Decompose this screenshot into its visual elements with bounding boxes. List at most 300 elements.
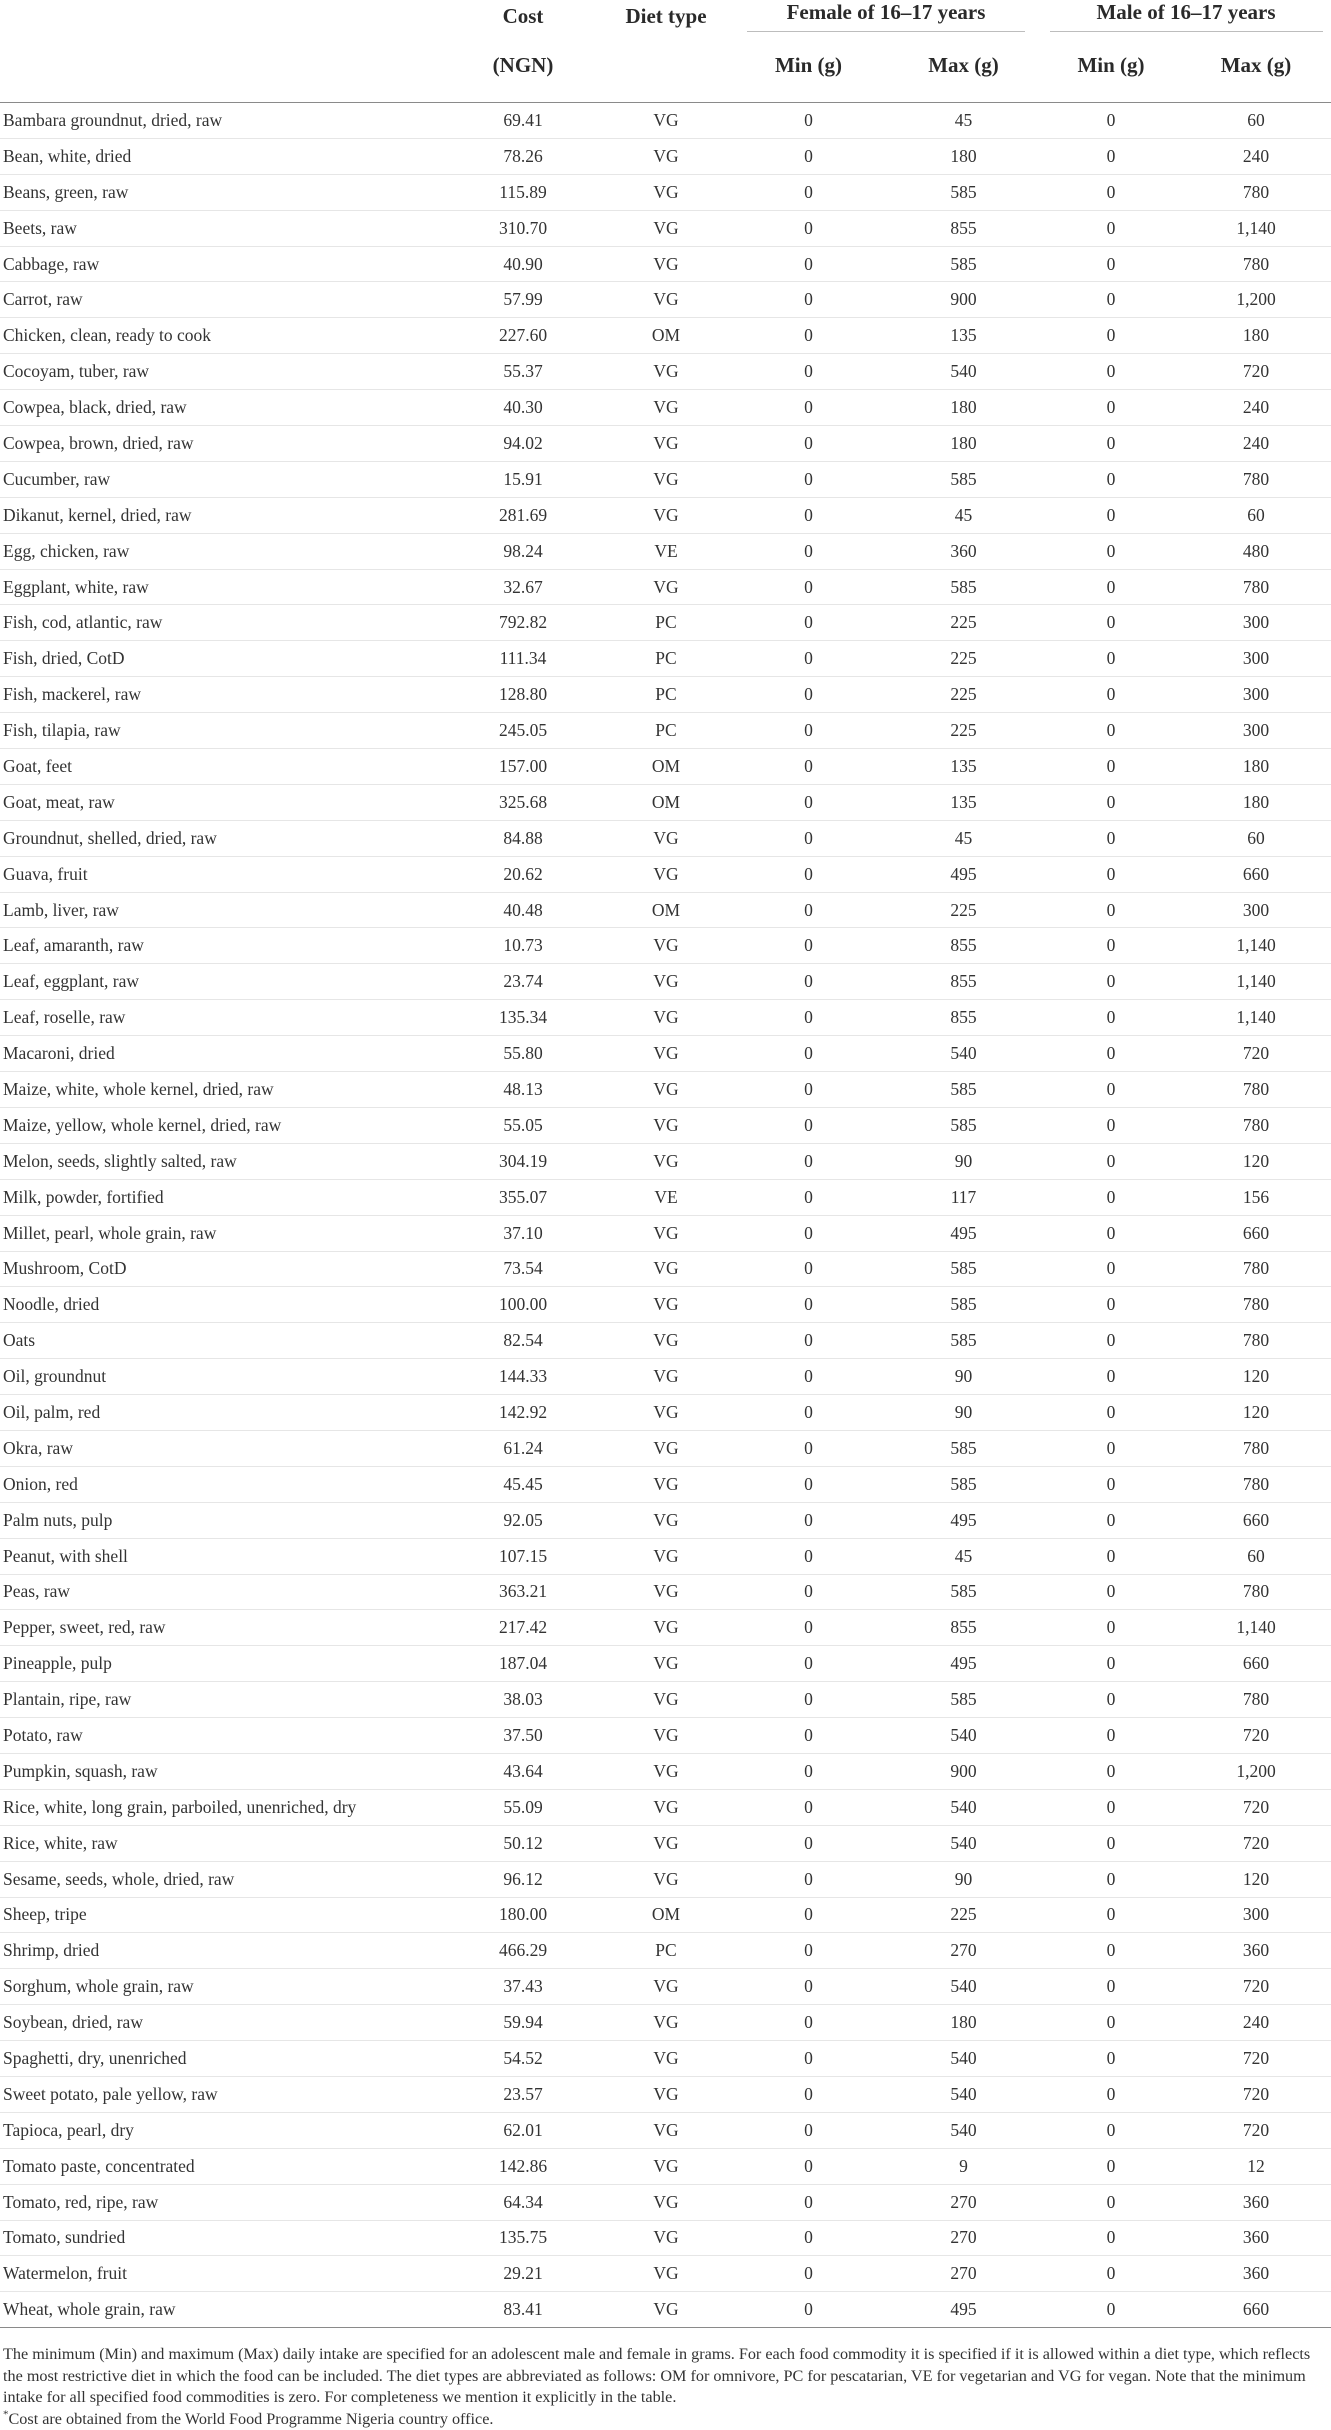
cell-male-min: 0 <box>1041 856 1181 892</box>
table-row <box>0 1466 1331 1502</box>
cell-cost: 57.99 <box>445 282 601 318</box>
cell-female-max: 855 <box>886 928 1041 964</box>
table-row <box>0 641 1331 677</box>
cell-food: Beans, green, raw <box>0 174 445 210</box>
cell-diet-type: VG <box>601 1072 731 1108</box>
cell-female-max: 585 <box>886 174 1041 210</box>
cell-female-min: 0 <box>731 1251 886 1287</box>
cell-female-max: 360 <box>886 533 1041 569</box>
cell-food: Sweet potato, pale yellow, raw <box>0 2076 445 2112</box>
cell-food: Leaf, eggplant, raw <box>0 964 445 1000</box>
cell-male-min: 0 <box>1041 2292 1181 2328</box>
cell-male-max: 60 <box>1181 497 1331 533</box>
cell-food: Sesame, seeds, whole, dried, raw <box>0 1861 445 1897</box>
cell-male-min: 0 <box>1041 210 1181 246</box>
table-row <box>0 569 1331 605</box>
cell-diet-type: VG <box>601 1107 731 1143</box>
table-row <box>0 2292 1331 2328</box>
cell-diet-type: VG <box>601 497 731 533</box>
table-row <box>0 749 1331 785</box>
cell-male-min: 0 <box>1041 820 1181 856</box>
cell-food: Fish, dried, CotD <box>0 641 445 677</box>
cell-female-min: 0 <box>731 497 886 533</box>
cell-diet-type: VG <box>601 1682 731 1718</box>
cell-female-max: 495 <box>886 1215 1041 1251</box>
cell-diet-type: VG <box>601 1323 731 1359</box>
cell-cost: 38.03 <box>445 1682 601 1718</box>
cell-male-max: 720 <box>1181 354 1331 390</box>
cell-cost: 135.75 <box>445 2220 601 2256</box>
cell-food: Fish, cod, atlantic, raw <box>0 605 445 641</box>
cell-diet-type: OM <box>601 892 731 928</box>
table-row <box>0 1395 1331 1431</box>
cell-male-max: 1,140 <box>1181 1610 1331 1646</box>
cell-food: Cucumber, raw <box>0 461 445 497</box>
cell-female-max: 540 <box>886 1718 1041 1754</box>
cell-male-max: 780 <box>1181 1072 1331 1108</box>
cell-female-min: 0 <box>731 1143 886 1179</box>
cell-male-min: 0 <box>1041 1753 1181 1789</box>
table-row <box>0 1215 1331 1251</box>
table-row <box>0 461 1331 497</box>
cell-diet-type: VG <box>601 426 731 462</box>
cell-cost: 180.00 <box>445 1897 601 1933</box>
cell-female-max: 225 <box>886 713 1041 749</box>
cell-female-max: 855 <box>886 210 1041 246</box>
cell-female-min: 0 <box>731 1682 886 1718</box>
cell-male-min: 0 <box>1041 1107 1181 1143</box>
cell-cost: 55.05 <box>445 1107 601 1143</box>
cell-cost: 15.91 <box>445 461 601 497</box>
cell-female-min: 0 <box>731 2292 886 2328</box>
header-diet-type: Diet type <box>625 3 707 28</box>
table-row <box>0 784 1331 820</box>
cell-male-min: 0 <box>1041 1215 1181 1251</box>
cell-diet-type: VG <box>601 2112 731 2148</box>
cell-female-min: 0 <box>731 1215 886 1251</box>
cell-female-max: 585 <box>886 1323 1041 1359</box>
cell-female-max: 225 <box>886 641 1041 677</box>
cell-diet-type: VG <box>601 856 731 892</box>
cell-food: Fish, tilapia, raw <box>0 713 445 749</box>
cell-food: Potato, raw <box>0 1718 445 1754</box>
cell-female-min: 0 <box>731 641 886 677</box>
cell-female-max: 585 <box>886 1682 1041 1718</box>
cell-female-min: 0 <box>731 1753 886 1789</box>
table-row <box>0 1646 1331 1682</box>
cell-female-min: 0 <box>731 1107 886 1143</box>
cell-male-max: 120 <box>1181 1861 1331 1897</box>
cell-male-min: 0 <box>1041 497 1181 533</box>
cell-male-min: 0 <box>1041 2184 1181 2220</box>
cell-cost: 94.02 <box>445 426 601 462</box>
cell-cost: 40.48 <box>445 892 601 928</box>
table-row <box>0 964 1331 1000</box>
cell-female-min: 0 <box>731 2112 886 2148</box>
cell-food: Macaroni, dried <box>0 1036 445 1072</box>
cell-female-max: 900 <box>886 1753 1041 1789</box>
cell-male-max: 300 <box>1181 641 1331 677</box>
table-row <box>0 1430 1331 1466</box>
cell-food: Carrot, raw <box>0 282 445 318</box>
cell-female-max: 9 <box>886 2148 1041 2184</box>
cell-diet-type: VG <box>601 138 731 174</box>
cell-diet-type: VG <box>601 1287 731 1323</box>
cell-female-min: 0 <box>731 784 886 820</box>
cell-female-max: 585 <box>886 1251 1041 1287</box>
cell-diet-type: VG <box>601 964 731 1000</box>
cell-diet-type: VG <box>601 1718 731 1754</box>
cell-male-min: 0 <box>1041 713 1181 749</box>
cell-diet-type: OM <box>601 749 731 785</box>
cell-female-max: 855 <box>886 1000 1041 1036</box>
cell-male-max: 720 <box>1181 1718 1331 1754</box>
cell-diet-type: VG <box>601 2184 731 2220</box>
cell-female-min: 0 <box>731 1359 886 1395</box>
cell-female-max: 495 <box>886 856 1041 892</box>
cell-male-max: 780 <box>1181 1430 1331 1466</box>
cell-cost: 310.70 <box>445 210 601 246</box>
cell-food: Onion, red <box>0 1466 445 1502</box>
cell-male-min: 0 <box>1041 1969 1181 2005</box>
cell-male-max: 720 <box>1181 1789 1331 1825</box>
cell-food: Tapioca, pearl, dry <box>0 2112 445 2148</box>
cell-male-min: 0 <box>1041 1179 1181 1215</box>
cell-male-min: 0 <box>1041 461 1181 497</box>
cell-diet-type: VE <box>601 1179 731 1215</box>
table-row <box>0 1861 1331 1897</box>
table-row <box>0 1323 1331 1359</box>
cell-food: Spaghetti, dry, unenriched <box>0 2041 445 2077</box>
header-cost: Cost <box>502 3 544 28</box>
cell-male-max: 1,140 <box>1181 928 1331 964</box>
cell-male-min: 0 <box>1041 1000 1181 1036</box>
cell-female-min: 0 <box>731 2041 886 2077</box>
cell-female-max: 90 <box>886 1359 1041 1395</box>
table-row <box>0 1287 1331 1323</box>
table-row <box>0 820 1331 856</box>
cell-cost: 59.94 <box>445 2005 601 2041</box>
cell-diet-type: VG <box>601 2148 731 2184</box>
cell-male-min: 0 <box>1041 1574 1181 1610</box>
cell-diet-type: VG <box>601 2256 731 2292</box>
cell-food: Mushroom, CotD <box>0 1251 445 1287</box>
cell-cost: 92.05 <box>445 1502 601 1538</box>
cell-female-min: 0 <box>731 964 886 1000</box>
table-row <box>0 1359 1331 1395</box>
cell-cost: 142.86 <box>445 2148 601 2184</box>
table-row <box>0 1538 1331 1574</box>
cell-food: Plantain, ripe, raw <box>0 1682 445 1718</box>
cell-male-max: 60 <box>1181 820 1331 856</box>
cell-diet-type: VG <box>601 1861 731 1897</box>
cell-diet-type: VG <box>601 390 731 426</box>
cell-female-max: 270 <box>886 2256 1041 2292</box>
cell-female-min: 0 <box>731 677 886 713</box>
footnote-text: Cost are obtained from the World Food Programme Nigeria country office. <box>8 2409 494 2428</box>
cell-female-min: 0 <box>731 2220 886 2256</box>
cell-diet-type: VG <box>601 1395 731 1431</box>
cell-male-min: 0 <box>1041 1789 1181 1825</box>
table-row <box>0 1825 1331 1861</box>
cell-male-max: 660 <box>1181 1646 1331 1682</box>
cell-female-max: 225 <box>886 1897 1041 1933</box>
table-row <box>0 1036 1331 1072</box>
table-row <box>0 246 1331 282</box>
cell-cost: 84.88 <box>445 820 601 856</box>
cell-food: Oil, palm, red <box>0 1395 445 1431</box>
cell-food: Peas, raw <box>0 1574 445 1610</box>
cell-cost: 144.33 <box>445 1359 601 1395</box>
cell-female-min: 0 <box>731 174 886 210</box>
cell-diet-type: VG <box>601 928 731 964</box>
cell-diet-type: OM <box>601 318 731 354</box>
cell-female-min: 0 <box>731 1933 886 1969</box>
cell-male-max: 780 <box>1181 461 1331 497</box>
cell-female-max: 180 <box>886 138 1041 174</box>
cell-male-max: 1,140 <box>1181 210 1331 246</box>
cell-female-min: 0 <box>731 1574 886 1610</box>
table-row <box>0 713 1331 749</box>
cell-female-max: 540 <box>886 1825 1041 1861</box>
cell-food: Soybean, dried, raw <box>0 2005 445 2041</box>
cell-food: Cabbage, raw <box>0 246 445 282</box>
cell-male-min: 0 <box>1041 928 1181 964</box>
header-female-min: Min (g) <box>774 52 843 77</box>
cell-food: Palm nuts, pulp <box>0 1502 445 1538</box>
cell-male-min: 0 <box>1041 2148 1181 2184</box>
cell-cost: 355.07 <box>445 1179 601 1215</box>
table-row <box>0 1107 1331 1143</box>
cell-food: Sheep, tripe <box>0 1897 445 1933</box>
cell-cost: 37.43 <box>445 1969 601 2005</box>
cell-female-max: 270 <box>886 1933 1041 1969</box>
cell-cost: 23.74 <box>445 964 601 1000</box>
cell-cost: 69.41 <box>445 103 601 139</box>
cell-female-min: 0 <box>731 1502 886 1538</box>
cell-male-min: 0 <box>1041 784 1181 820</box>
cell-male-max: 156 <box>1181 1179 1331 1215</box>
cell-female-max: 540 <box>886 1789 1041 1825</box>
table-row <box>0 390 1331 426</box>
cell-female-max: 540 <box>886 354 1041 390</box>
table-row <box>0 282 1331 318</box>
cell-female-min: 0 <box>731 1897 886 1933</box>
footnote-mark: * <box>3 2408 9 2421</box>
cell-female-min: 0 <box>731 2005 886 2041</box>
cell-cost: 78.26 <box>445 138 601 174</box>
cell-male-max: 660 <box>1181 2292 1331 2328</box>
cell-male-max: 12 <box>1181 2148 1331 2184</box>
cell-diet-type: VG <box>601 1143 731 1179</box>
cell-female-min: 0 <box>731 1430 886 1466</box>
cell-female-min: 0 <box>731 426 886 462</box>
cell-diet-type: VG <box>601 2005 731 2041</box>
cell-cost: 157.00 <box>445 749 601 785</box>
cell-male-max: 780 <box>1181 569 1331 605</box>
cell-diet-type: VG <box>601 1036 731 1072</box>
table-row <box>0 497 1331 533</box>
cell-female-max: 855 <box>886 1610 1041 1646</box>
table-row <box>0 138 1331 174</box>
cell-diet-type: OM <box>601 1897 731 1933</box>
cell-food: Peanut, with shell <box>0 1538 445 1574</box>
cell-diet-type: VG <box>601 1359 731 1395</box>
table-row <box>0 892 1331 928</box>
cell-diet-type: VG <box>601 2292 731 2328</box>
cell-cost: 363.21 <box>445 1574 601 1610</box>
cell-diet-type: VG <box>601 461 731 497</box>
cell-cost: 43.64 <box>445 1753 601 1789</box>
cell-cost: 73.54 <box>445 1251 601 1287</box>
table-row <box>0 2256 1331 2292</box>
cell-female-min: 0 <box>731 354 886 390</box>
cell-male-max: 300 <box>1181 713 1331 749</box>
table-row <box>0 1753 1331 1789</box>
cell-cost: 227.60 <box>445 318 601 354</box>
cell-female-min: 0 <box>731 103 886 139</box>
cell-female-max: 180 <box>886 2005 1041 2041</box>
cell-food: Egg, chicken, raw <box>0 533 445 569</box>
cell-female-max: 585 <box>886 1430 1041 1466</box>
cell-cost: 142.92 <box>445 1395 601 1431</box>
header-female-max: Max (g) <box>928 52 999 77</box>
cell-food: Lamb, liver, raw <box>0 892 445 928</box>
cell-male-max: 780 <box>1181 1466 1331 1502</box>
cell-male-min: 0 <box>1041 1538 1181 1574</box>
cell-male-max: 780 <box>1181 1323 1331 1359</box>
cell-female-max: 495 <box>886 1502 1041 1538</box>
cell-cost: 96.12 <box>445 1861 601 1897</box>
cell-female-min: 0 <box>731 892 886 928</box>
cell-male-min: 0 <box>1041 1933 1181 1969</box>
cell-female-max: 45 <box>886 103 1041 139</box>
cell-diet-type: PC <box>601 641 731 677</box>
cell-male-min: 0 <box>1041 103 1181 139</box>
cell-male-min: 0 <box>1041 1897 1181 1933</box>
cell-female-min: 0 <box>731 1718 886 1754</box>
table-row <box>0 677 1331 713</box>
cell-female-min: 0 <box>731 1323 886 1359</box>
cell-male-max: 240 <box>1181 2005 1331 2041</box>
cell-food: Cocoyam, tuber, raw <box>0 354 445 390</box>
cell-female-max: 585 <box>886 1107 1041 1143</box>
cell-diet-type: VG <box>601 1251 731 1287</box>
cell-food: Pumpkin, squash, raw <box>0 1753 445 1789</box>
cell-cost: 217.42 <box>445 1610 601 1646</box>
cell-female-min: 0 <box>731 1646 886 1682</box>
cell-food: Bean, white, dried <box>0 138 445 174</box>
cell-female-max: 540 <box>886 1036 1041 1072</box>
cell-food: Cowpea, black, dried, raw <box>0 390 445 426</box>
cell-female-min: 0 <box>731 1789 886 1825</box>
table-row <box>0 1682 1331 1718</box>
cell-food: Watermelon, fruit <box>0 2256 445 2292</box>
table-row <box>0 1610 1331 1646</box>
cell-female-min: 0 <box>731 2148 886 2184</box>
cell-female-max: 900 <box>886 282 1041 318</box>
cell-cost: 128.80 <box>445 677 601 713</box>
cell-female-max: 135 <box>886 784 1041 820</box>
cell-food: Oats <box>0 1323 445 1359</box>
cell-diet-type: VG <box>601 2076 731 2112</box>
cell-food: Pepper, sweet, red, raw <box>0 1610 445 1646</box>
table-row <box>0 1072 1331 1108</box>
cell-diet-type: VG <box>601 1574 731 1610</box>
table-row <box>0 1502 1331 1538</box>
cell-cost: 325.68 <box>445 784 601 820</box>
table-notes <box>0 2328 1331 2430</box>
cell-female-max: 225 <box>886 677 1041 713</box>
cell-male-min: 0 <box>1041 1072 1181 1108</box>
cell-male-max: 720 <box>1181 2076 1331 2112</box>
cell-food: Rice, white, raw <box>0 1825 445 1861</box>
cell-cost: 187.04 <box>445 1646 601 1682</box>
cell-male-max: 780 <box>1181 246 1331 282</box>
cell-female-max: 180 <box>886 390 1041 426</box>
cell-diet-type: VG <box>601 103 731 139</box>
cell-male-max: 180 <box>1181 784 1331 820</box>
cell-diet-type: VG <box>601 1538 731 1574</box>
cell-cost: 304.19 <box>445 1143 601 1179</box>
cell-diet-type: VG <box>601 820 731 856</box>
cell-cost: 111.34 <box>445 641 601 677</box>
table-row <box>0 1574 1331 1610</box>
table-row <box>0 533 1331 569</box>
cell-female-min: 0 <box>731 461 886 497</box>
cell-female-max: 495 <box>886 1646 1041 1682</box>
table-row <box>0 2148 1331 2184</box>
cell-female-max: 180 <box>886 426 1041 462</box>
table-row <box>0 426 1331 462</box>
cell-cost: 62.01 <box>445 2112 601 2148</box>
cell-food: Milk, powder, fortified <box>0 1179 445 1215</box>
cell-female-min: 0 <box>731 1072 886 1108</box>
cell-male-min: 0 <box>1041 426 1181 462</box>
cell-diet-type: OM <box>601 784 731 820</box>
cell-cost: 32.67 <box>445 569 601 605</box>
table-row <box>0 2076 1331 2112</box>
cell-female-max: 585 <box>886 1574 1041 1610</box>
cell-male-max: 660 <box>1181 1215 1331 1251</box>
cell-diet-type: VG <box>601 1466 731 1502</box>
cell-diet-type: VE <box>601 533 731 569</box>
cell-male-min: 0 <box>1041 677 1181 713</box>
notes-main: The minimum (Min) and maximum (Max) daily intake are specified for an adolescent male and female in grams. For each food commodity it is specified if it is allowed within a diet type, which reflects the most restrictive diet in which the food can be included. The diet types are abbreviated as follows: OM for omnivore, PC for pescatarian, VE for vegetarian and VG for vegan. Note that the minimum intake for all specified food commodities is zero. For completeness we mention it explicitly in the table. <box>3 2345 1311 2407</box>
cell-male-min: 0 <box>1041 749 1181 785</box>
cell-cost: 20.62 <box>445 856 601 892</box>
cell-food: Leaf, roselle, raw <box>0 1000 445 1036</box>
cell-male-min: 0 <box>1041 1682 1181 1718</box>
cell-male-min: 0 <box>1041 1430 1181 1466</box>
cell-food: Shrimp, dried <box>0 1933 445 1969</box>
cell-cost: 61.24 <box>445 1430 601 1466</box>
cell-cost: 10.73 <box>445 928 601 964</box>
cell-cost: 115.89 <box>445 174 601 210</box>
cell-female-max: 585 <box>886 569 1041 605</box>
cell-female-max: 45 <box>886 497 1041 533</box>
cell-male-min: 0 <box>1041 1825 1181 1861</box>
cell-female-max: 135 <box>886 318 1041 354</box>
cell-cost: 29.21 <box>445 2256 601 2292</box>
cell-cost: 83.41 <box>445 2292 601 2328</box>
cell-cost: 54.52 <box>445 2041 601 2077</box>
cell-food: Oil, groundnut <box>0 1359 445 1395</box>
cell-food: Bambara groundnut, dried, raw <box>0 103 445 139</box>
cell-female-min: 0 <box>731 1395 886 1431</box>
table-row <box>0 1789 1331 1825</box>
cell-cost: 37.50 <box>445 1718 601 1754</box>
